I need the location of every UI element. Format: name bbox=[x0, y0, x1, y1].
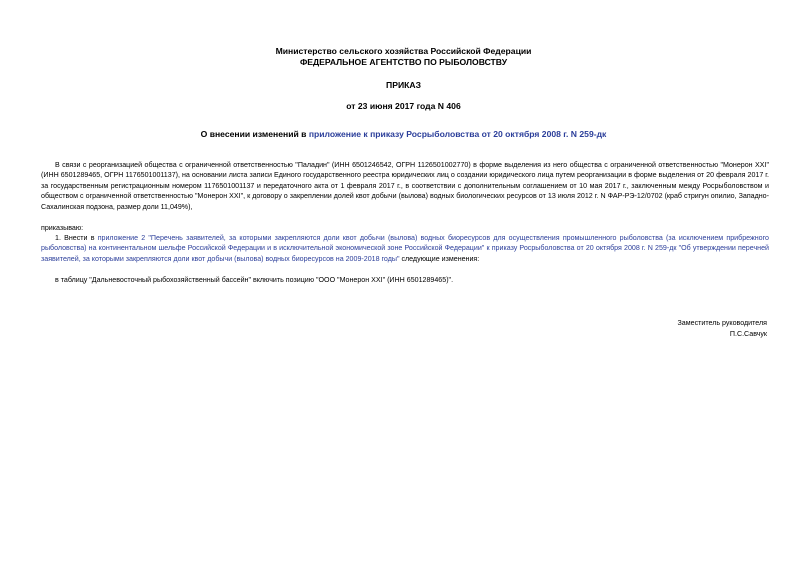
subject-prefix: О внесении изменений в bbox=[200, 129, 309, 139]
document-subject bbox=[0, 129, 807, 140]
agency-title: ФЕДЕРАЛЬНОЕ АГЕНТСТВО ПО РЫБОЛОВСТВУ bbox=[299, 57, 508, 67]
appendix-link[interactable]: приложение 2 "Перечень заявителей, за которыми закрепляются доли квот добычи (вылова) водных биоресурсов для осуществления промышленного рыболовства (за исключением прибрежного рыболовства) на континентальном шельфе Российской Федерации и в исключительной экономической зоне Российской Федерации" к приказу Росрыболовства от 20 октября 2008 г. N 259-дк "Об утверждении перечней заявителей, за которыми закрепляются доли квот добычи (вылова) водных биоресурсов на 2009-2018 годы" bbox=[41, 234, 769, 263]
preamble-text: В связи с реорганизацией общества с ограниченной ответственностью "Паладин" (ИНН 6501246542, ОГРН 1126501002770) в форме выделения из него общества с ограниченной ответственностью "Монерон ХХI" (ИНН 6501289465, ОГРН 1176501001137), на основании листа записи Единого государственного реестра юридических лиц о создании юридического лица путем реорганизации в форме выделения от 20 февраля 2017 г. за государственным регистрационным номером 1176501001137 и передаточного акта от 1 февраля 2017 г., в соответствии с дополнительным соглашением от 10 мая 2017 г., заключенным между Росрыболовством и обществом с ограниченной ответственностью "Монерон ХХI", к договору о закреплении долей квот добычи (вылова) водных биологических ресурсов от 13 июля 2012 г. N ФАР-РЭ-12/0702 (краб стригун опилио, Западно-Сахалинская подзона, размер доли 11,049%), bbox=[41, 161, 769, 211]
signature-name: П.С.Савчук bbox=[729, 330, 767, 338]
paragraph-item-1 bbox=[41, 233, 769, 264]
ministry-title: Министерство сельского хозяйства Российской Федерации bbox=[275, 46, 532, 56]
document-type: ПРИКАЗ bbox=[386, 80, 421, 90]
table-change-text: в таблицу "Дальневосточный рыбохозяйственный бассейн" включить позицию "ООО "Монерон ХХI" (ИНН 6501289465)". bbox=[55, 276, 454, 284]
order-text: приказываю: bbox=[41, 224, 84, 232]
item-1-start: 1. Внести в bbox=[55, 234, 98, 242]
subject-link[interactable]: приложение к приказу Росрыболовства от 20 октября 2008 г. N 259-дк bbox=[308, 129, 607, 139]
item-1-end: следующие изменения: bbox=[399, 254, 480, 263]
paragraph-order bbox=[41, 223, 769, 233]
paragraph-table-change bbox=[41, 275, 769, 285]
signature-position: Заместитель руководителя bbox=[677, 319, 767, 327]
document-date-number: от 23 июня 2017 года N 406 bbox=[346, 101, 461, 111]
paragraph-preamble bbox=[41, 160, 769, 212]
